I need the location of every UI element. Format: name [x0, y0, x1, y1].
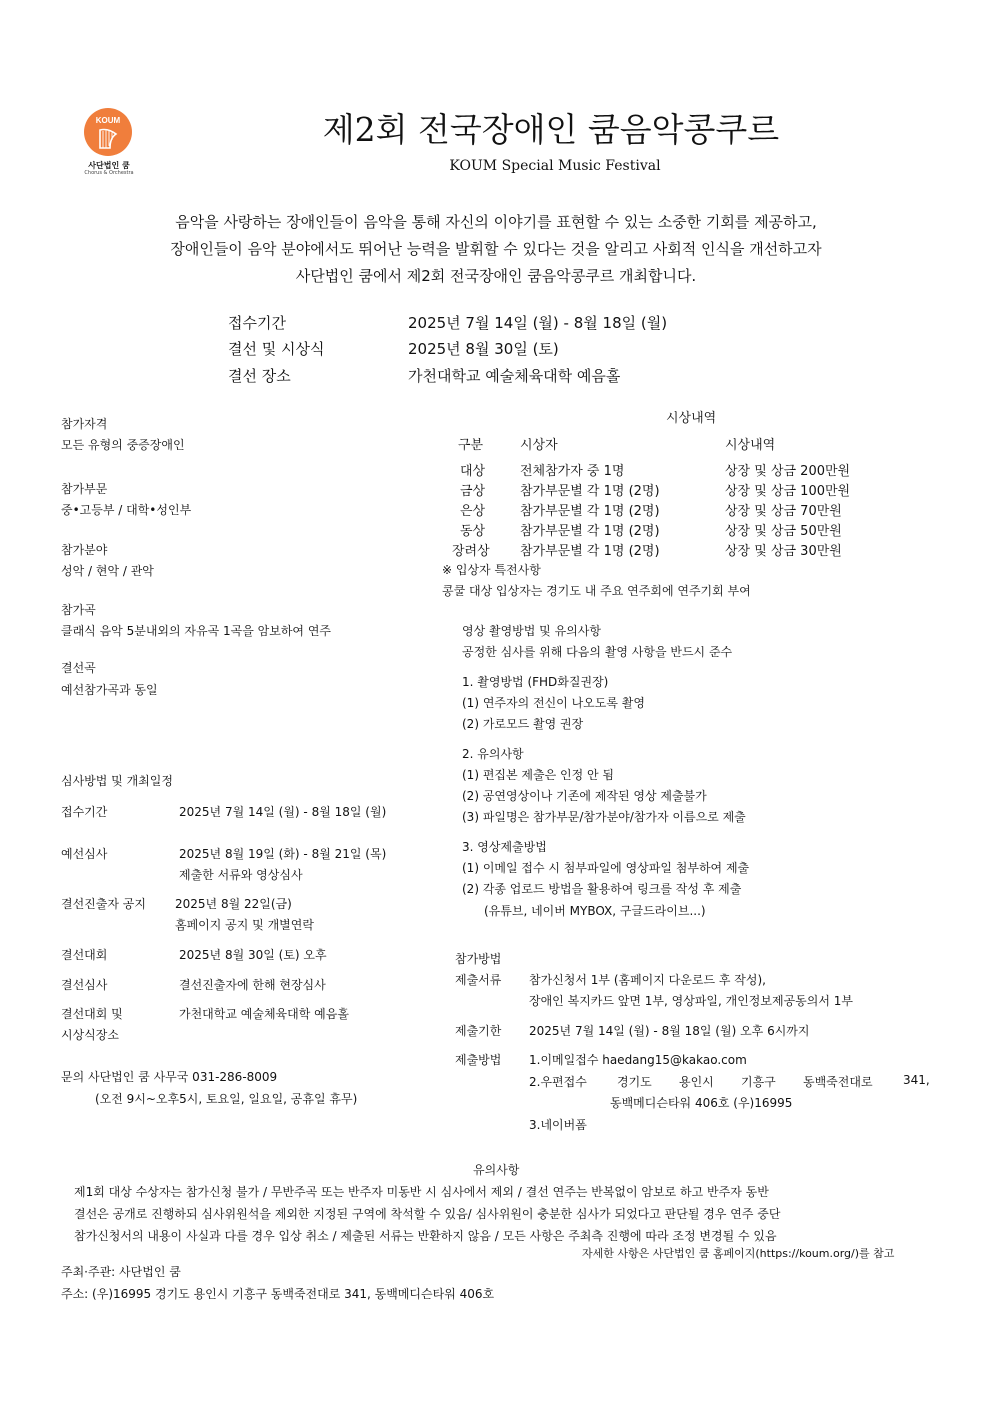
- schedule-label: 시상식장소: [61, 1028, 119, 1042]
- schedule-title: 심사방법 및 개최일정: [61, 774, 173, 788]
- footer-host: 주최·주관: 사단법인 쿰: [61, 1265, 181, 1279]
- schedule-label: 결선대회: [61, 948, 108, 962]
- field-title: 참가분야: [61, 543, 108, 557]
- award-grade: 은상: [460, 504, 486, 519]
- eligibility-value: 모든 유형의 중증장애인: [61, 438, 185, 452]
- field-value: 성악 / 현악 / 관악: [61, 564, 154, 578]
- page-subtitle: KOUM Special Music Festival: [449, 158, 661, 174]
- contact-line: 문의 사단법인 쿰 사무국 031-286-8009: [61, 1070, 278, 1084]
- apply-value: 장애인 복지카드 앞면 1부, 영상파일, 개인정보제공동의서 1부: [529, 994, 853, 1008]
- schedule-value: 2025년 8월 22일(금): [175, 897, 292, 911]
- schedule-value: 제출한 서류와 영상심사: [179, 868, 303, 882]
- apply-method: 3.네이버폼: [529, 1118, 587, 1132]
- video-item: (유튜브, 네이버 MYBOX, 구글드라이브...): [484, 904, 706, 918]
- video-subtitle: 공정한 심사를 위해 다음의 촬영 사항을 반드시 준수: [462, 645, 733, 659]
- awards-header: 시상자: [520, 438, 558, 453]
- schedule-value: 2025년 8월 19일 (화) - 8월 21일 (목): [179, 847, 387, 861]
- page-title: 제2회 전국장애인 쿰음악콩쿠르: [322, 110, 780, 149]
- schedule-value: 가천대학교 예술체육대학 예음홀: [179, 1007, 349, 1021]
- video-item: (2) 각종 업로드 방법을 활용하여 링크를 작성 후 제출: [462, 882, 742, 896]
- notice-line: 제1회 대상 수상자는 참가신청 불가 / 무반주곡 또는 반주자 미동반 시 심사에서 제외 / 결선 연주는 반복없이 암보로 하고 반주자 동반: [74, 1185, 769, 1199]
- intro-line-2: 장애인들이 음악 분야에서도 뛰어난 능력을 발휘할 수 있다는 것을 알리고 사회적 인식을 개선하고자: [170, 240, 822, 258]
- video-item: (3) 파일명은 참가부문/참가분야/참가자 이름으로 제출: [462, 810, 746, 824]
- award-recipient: 참가부문별 각 1명 (2명): [520, 544, 660, 559]
- summary-value: 가천대학교 예술체육대학 예음홀: [408, 367, 621, 385]
- award-prize: 상장 및 상금 70만원: [725, 504, 842, 519]
- award-recipient: 전체참가자 중 1명: [520, 464, 625, 479]
- apply-method: 341,: [903, 1073, 930, 1087]
- award-prize: 상장 및 상금 50만원: [725, 524, 842, 539]
- video-section-title: 1. 촬영방법 (FHD화질권장): [462, 675, 609, 689]
- award-recipient: 참가부문별 각 1명 (2명): [520, 524, 660, 539]
- video-item: (2) 가로모드 촬영 권장: [462, 717, 584, 731]
- schedule-value: 홈페이지 공지 및 개별연락: [175, 918, 314, 932]
- schedule-label: 결선심사: [61, 978, 108, 992]
- video-item: (1) 이메일 접수 시 첨부파일에 영상파일 첨부하여 제출: [462, 861, 750, 875]
- summary-value: 2025년 7월 14일 (월) - 8월 18일 (월): [408, 314, 668, 332]
- video-item: (2) 공연영상이나 기존에 제작된 영상 제출불가: [462, 789, 707, 803]
- apply-method: 1.이메일접수 haedang15@kakao.com: [529, 1053, 747, 1067]
- logo-org-sub: Chorus & Orchestra: [84, 170, 134, 176]
- schedule-label: 접수기간: [61, 805, 108, 819]
- notice-title: 유의사항: [473, 1163, 520, 1177]
- apply-method: 용인시: [679, 1075, 714, 1089]
- award-grade: 장려상: [452, 544, 490, 559]
- awards-header: 구분: [458, 438, 484, 453]
- apply-value: 참가신청서 1부 (홈페이지 다운로드 후 작성),: [529, 973, 766, 987]
- schedule-value: 2025년 8월 30일 (토) 오후: [179, 948, 327, 962]
- summary-value: 2025년 8월 30일 (토): [408, 340, 559, 358]
- intro-line-1: 음악을 사랑하는 장애인들이 음악을 통해 자신의 이야기를 표현할 수 있는 소중한 기회를 제공하고,: [175, 213, 817, 231]
- awards-header: 시상내역: [725, 438, 776, 453]
- apply-label: 제출기한: [455, 1024, 502, 1038]
- notice-line: 결선은 공개로 진행하되 심사위원석을 제외한 지정된 구역에 착석할 수 있음/ 심사위원이 충분한 심사가 되었다고 판단될 경우 연주 중단: [74, 1207, 781, 1221]
- schedule-label: 예선심사: [61, 847, 108, 861]
- piece-title: 참가곡: [61, 603, 96, 617]
- video-section-title: 2. 유의사항: [462, 747, 524, 761]
- notice-line: 참가신청서의 내용이 사실과 다를 경우 입상 취소 / 제출된 서류는 반환하지 않음 / 모든 사항은 주최측 진행에 따라 조정 변경될 수 있음: [74, 1229, 777, 1243]
- contact-hours: (오전 9시~오후5시, 토요일, 일요일, 공휴일 휴무): [95, 1092, 358, 1106]
- schedule-label: 결선대회 및: [61, 1007, 123, 1021]
- apply-method: 동백메디슨타워 406호 (우)16995: [610, 1096, 793, 1110]
- apply-value: 2025년 7월 14일 (월) - 8월 18일 (월) 오후 6시까지: [529, 1024, 810, 1038]
- award-grade: 동상: [460, 524, 486, 539]
- final-piece-title: 결선곡: [61, 661, 96, 675]
- award-recipient: 참가부문별 각 1명 (2명): [520, 484, 660, 499]
- summary-label: 결선 장소: [228, 367, 291, 385]
- logo-org-name: 사단법인 쿰: [88, 161, 130, 170]
- apply-method: 2.우편접수: [529, 1075, 587, 1089]
- video-item: (1) 편집본 제출은 인정 안 됨: [462, 768, 614, 782]
- apply-method: 동백죽전대로: [803, 1075, 873, 1089]
- final-piece-value: 예선참가곡과 동일: [61, 683, 158, 697]
- division-value: 중•고등부 / 대학•성인부: [61, 503, 192, 517]
- schedule-value: 2025년 7월 14일 (월) - 8월 18일 (월): [179, 805, 387, 819]
- award-prize: 상장 및 상금 100만원: [725, 484, 851, 499]
- page-title-wrap: [0, 104, 992, 151]
- logo-text: KOUM: [95, 116, 121, 125]
- apply-method: 경기도: [617, 1075, 652, 1089]
- apply-label: 제출방법: [455, 1053, 502, 1067]
- award-grade: 금상: [460, 484, 486, 499]
- video-item: (1) 연주자의 전신이 나오도록 촬영: [462, 696, 645, 710]
- schedule-label: 결선진출자 공지: [61, 897, 146, 911]
- awards-title: 시상내역: [666, 411, 717, 426]
- award-grade: 대상: [460, 464, 486, 479]
- footer-address: 주소: (우)16995 경기도 용인시 기흥구 동백죽전대로 341, 동백메디슨타워 406호: [61, 1287, 495, 1301]
- award-prize: 상장 및 상금 30만원: [725, 544, 842, 559]
- eligibility-title: 참가자격: [61, 417, 108, 431]
- awards-note-title: ※ 입상자 특전사항: [442, 563, 541, 577]
- summary-label: 결선 및 시상식: [228, 340, 325, 358]
- piece-value: 클래식 음악 5분내외의 자유곡 1곡을 암보하여 연주: [61, 624, 331, 638]
- video-title: 영상 촬영방법 및 유의사항: [462, 624, 601, 638]
- video-section-title: 3. 영상제출방법: [462, 840, 547, 854]
- awards-note: 콩쿨 대상 입상자는 경기도 내 주요 연주회에 연주기회 부여: [442, 584, 751, 598]
- apply-title: 참가방법: [455, 952, 502, 966]
- apply-method: 기흥구: [741, 1075, 776, 1089]
- division-title: 참가부문: [61, 482, 108, 496]
- award-recipient: 참가부문별 각 1명 (2명): [520, 504, 660, 519]
- notice-ref: 자세한 사항은 사단법인 쿰 홈페이지(https://koum.org/)를 참고: [582, 1247, 895, 1260]
- apply-label: 제출서류: [455, 973, 502, 987]
- intro-line-3: 사단법인 쿰에서 제2회 전국장애인 쿰음악콩쿠르 개최합니다.: [295, 267, 697, 285]
- award-prize: 상장 및 상금 200만원: [725, 464, 851, 479]
- schedule-value: 결선진출자에 한해 현장심사: [179, 978, 326, 992]
- page-subtitle-wrap: [0, 158, 992, 174]
- summary-label: 접수기간: [228, 314, 286, 332]
